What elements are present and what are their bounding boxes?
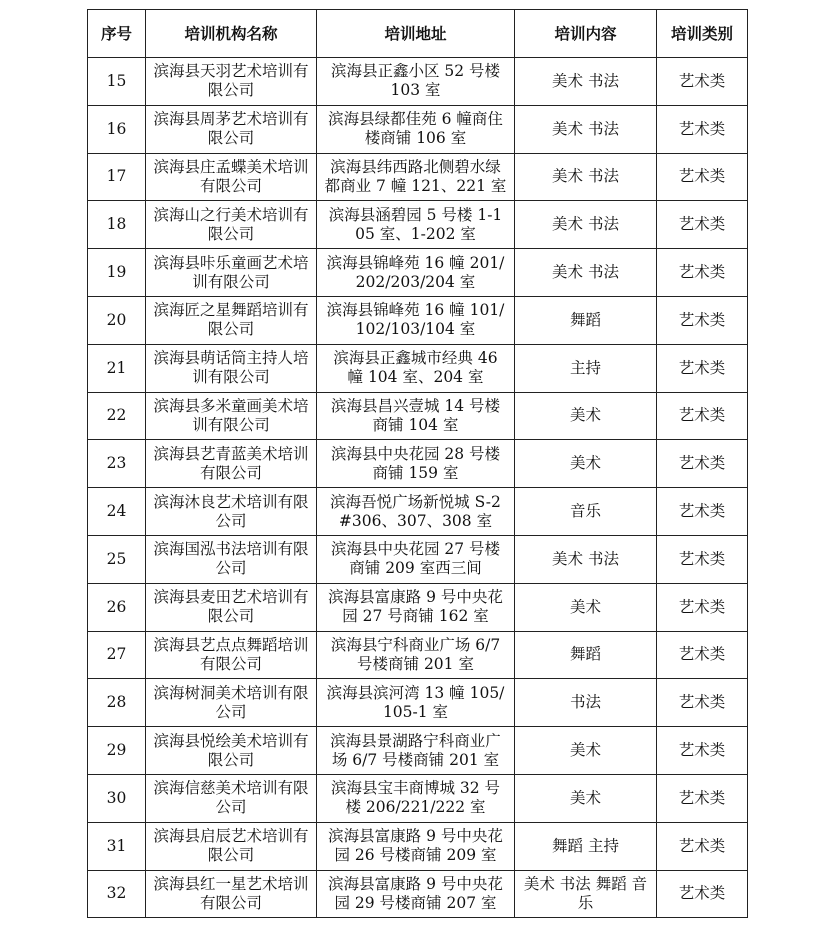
table-row [88,488,748,536]
cell-training-address: 滨海县正鑫城市经典 46 幢 104 室、204 室 [317,344,515,392]
cell-institution-name: 滨海匠之星舞蹈培训有限公司 [146,296,317,344]
table-row [88,774,748,822]
cell-training-category: 艺术类 [657,727,748,775]
table-row [88,296,748,344]
cell-training-address: 滨海县景湖路宁科商业广场 6/7 号楼商铺 201 室 [317,727,515,775]
cell-training-address: 滨海县纬西路北侧碧水绿都商业 7 幢 121、221 室 [317,153,515,201]
cell-training-category: 艺术类 [657,58,748,106]
cell-serial-number: 19 [88,249,146,297]
cell-training-content: 主持 [515,344,657,392]
cell-serial-number: 27 [88,631,146,679]
cell-training-address: 滨海县富康路 9 号中央花园 29 号楼商铺 207 室 [317,870,515,918]
cell-training-content: 书法 [515,679,657,727]
cell-serial-number: 21 [88,344,146,392]
cell-training-content: 美术 书法 [515,58,657,106]
cell-training-category: 艺术类 [657,201,748,249]
cell-serial-number: 22 [88,392,146,440]
header-training-content: 培训内容 [515,10,657,58]
cell-training-address: 滨海县宝丰商博城 32 号楼 206/221/222 室 [317,774,515,822]
cell-serial-number: 32 [88,870,146,918]
table-row [88,440,748,488]
cell-training-address: 滨海县锦峰苑 16 幢 101/102/103/104 室 [317,296,515,344]
cell-institution-name: 滨海县艺点点舞蹈培训有限公司 [146,631,317,679]
cell-training-address: 滨海县锦峰苑 16 幢 201/202/203/204 室 [317,249,515,297]
table-row [88,583,748,631]
cell-training-category: 艺术类 [657,344,748,392]
cell-training-category: 艺术类 [657,535,748,583]
cell-training-content: 美术 [515,583,657,631]
cell-serial-number: 30 [88,774,146,822]
header-serial-number: 序号 [88,10,146,58]
table-row [88,105,748,153]
cell-training-category: 艺术类 [657,153,748,201]
cell-training-address: 滨海县绿都佳苑 6 幢商住楼商铺 106 室 [317,105,515,153]
cell-training-content: 美术 书法 [515,535,657,583]
table-row [88,535,748,583]
cell-training-category: 艺术类 [657,392,748,440]
cell-training-category: 艺术类 [657,105,748,153]
cell-training-category: 艺术类 [657,296,748,344]
table-row [88,201,748,249]
header-training-address: 培训地址 [317,10,515,58]
cell-serial-number: 29 [88,727,146,775]
table-row [88,58,748,106]
table-row [88,870,748,918]
cell-training-content: 舞蹈 主持 [515,822,657,870]
cell-institution-name: 滨海县启辰艺术培训有限公司 [146,822,317,870]
cell-institution-name: 滨海县麦田艺术培训有限公司 [146,583,317,631]
cell-training-content: 美术 书法 [515,153,657,201]
cell-serial-number: 17 [88,153,146,201]
cell-training-address: 滨海县正鑫小区 52 号楼 103 室 [317,58,515,106]
cell-institution-name: 滨海国泓书法培训有限公司 [146,535,317,583]
cell-serial-number: 16 [88,105,146,153]
cell-training-address: 滨海县富康路 9 号中央花园 27 号商铺 162 室 [317,583,515,631]
cell-training-category: 艺术类 [657,488,748,536]
header-training-category: 培训类别 [657,10,748,58]
table-body [88,58,748,918]
cell-serial-number: 20 [88,296,146,344]
cell-institution-name: 滨海县咔乐童画艺术培训有限公司 [146,249,317,297]
cell-training-address: 滨海县涵碧园 5 号楼 1-105 室、1-202 室 [317,201,515,249]
cell-training-category: 艺术类 [657,631,748,679]
cell-training-content: 美术 书法 舞蹈 音乐 [515,870,657,918]
cell-institution-name: 滨海县萌话筒主持人培训有限公司 [146,344,317,392]
table-row [88,153,748,201]
cell-training-content: 舞蹈 [515,296,657,344]
table-row [88,822,748,870]
cell-institution-name: 滨海山之行美术培训有限公司 [146,201,317,249]
cell-training-address: 滨海县宁科商业广场 6/7 号楼商铺 201 室 [317,631,515,679]
cell-institution-name: 滨海县周茅艺术培训有限公司 [146,105,317,153]
cell-training-content: 美术 [515,727,657,775]
training-institution-table [87,9,748,918]
cell-training-category: 艺术类 [657,440,748,488]
cell-institution-name: 滨海县悦绘美术培训有限公司 [146,727,317,775]
table-row [88,631,748,679]
cell-training-content: 美术 [515,440,657,488]
cell-serial-number: 15 [88,58,146,106]
cell-serial-number: 25 [88,535,146,583]
table-row [88,344,748,392]
cell-training-address: 滨海县富康路 9 号中央花园 26 号楼商铺 209 室 [317,822,515,870]
table-row [88,727,748,775]
cell-institution-name: 滨海县天羽艺术培训有限公司 [146,58,317,106]
cell-serial-number: 31 [88,822,146,870]
cell-institution-name: 滨海县庄孟蝶美术培训有限公司 [146,153,317,201]
cell-training-category: 艺术类 [657,870,748,918]
cell-training-category: 艺术类 [657,774,748,822]
cell-serial-number: 28 [88,679,146,727]
table-row [88,249,748,297]
cell-serial-number: 23 [88,440,146,488]
cell-training-content: 美术 书法 [515,105,657,153]
cell-institution-name: 滨海沐良艺术培训有限公司 [146,488,317,536]
cell-serial-number: 18 [88,201,146,249]
cell-institution-name: 滨海县多米童画美术培训有限公司 [146,392,317,440]
table-row [88,679,748,727]
cell-institution-name: 滨海县艺青蓝美术培训有限公司 [146,440,317,488]
cell-training-address: 滨海县中央花园 27 号楼商铺 209 室西三间 [317,535,515,583]
cell-training-address: 滨海县中央花园 28 号楼商铺 159 室 [317,440,515,488]
cell-training-content: 音乐 [515,488,657,536]
cell-institution-name: 滨海信慈美术培训有限公司 [146,774,317,822]
cell-training-category: 艺术类 [657,679,748,727]
cell-training-category: 艺术类 [657,249,748,297]
cell-training-category: 艺术类 [657,822,748,870]
cell-training-address: 滨海县昌兴壹城 14 号楼商铺 104 室 [317,392,515,440]
cell-training-content: 美术 书法 [515,201,657,249]
cell-training-category: 艺术类 [657,583,748,631]
header-institution-name: 培训机构名称 [146,10,317,58]
table-header-row [88,10,748,58]
cell-serial-number: 24 [88,488,146,536]
cell-training-content: 美术 书法 [515,249,657,297]
cell-institution-name: 滨海县红一星艺术培训有限公司 [146,870,317,918]
table-row [88,392,748,440]
cell-serial-number: 26 [88,583,146,631]
cell-training-content: 舞蹈 [515,631,657,679]
cell-training-address: 滨海县滨河湾 13 幢 105/105-1 室 [317,679,515,727]
cell-training-content: 美术 [515,392,657,440]
cell-training-content: 美术 [515,774,657,822]
cell-training-address: 滨海吾悦广场新悦城 S-2#306、307、308 室 [317,488,515,536]
cell-institution-name: 滨海树洞美术培训有限公司 [146,679,317,727]
